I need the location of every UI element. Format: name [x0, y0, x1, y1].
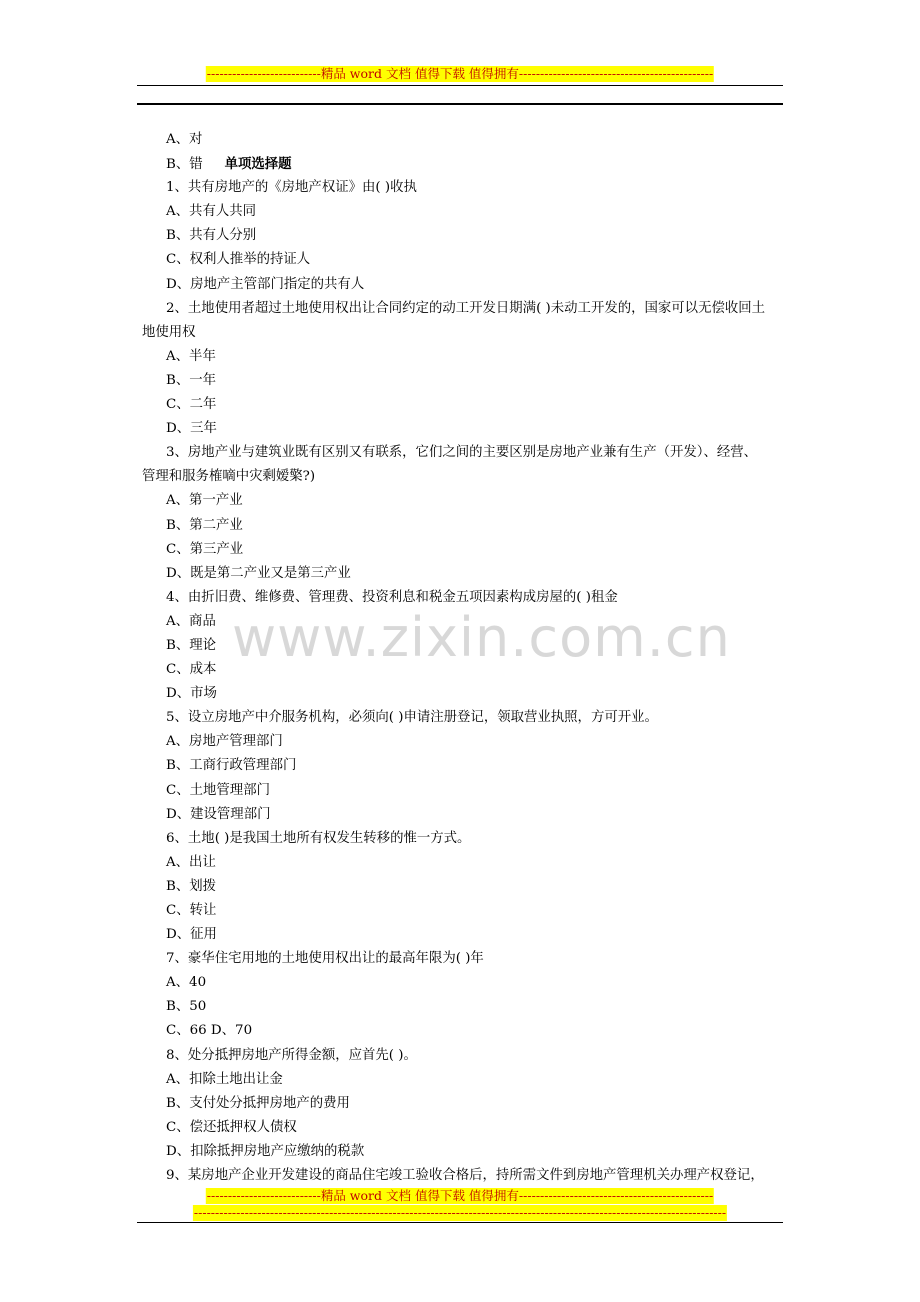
q1-option-b: B、共有人分别: [166, 228, 257, 244]
question-7: 7、豪华住宅用地的土地使用权出让的最高年限为( )年: [166, 951, 484, 967]
q7-option-c-d: C、66 D、70: [166, 1023, 253, 1039]
q3-option-d: D、既是第二产业又是第三产业: [166, 565, 351, 581]
q3-option-a: A、第一产业: [166, 493, 243, 509]
question-6: 6、土地( )是我国土地所有权发生转移的惟一方式。: [166, 830, 471, 846]
q8-option-b: B、支付处分抵押房地产的费用: [166, 1095, 350, 1111]
q4-option-b: B、理论: [166, 637, 217, 653]
question-9: 9、某房地产企业开发建设的商品住宅竣工验收合格后，持所需文件到房地产管理机关办理产权登记，: [166, 1168, 764, 1184]
q7-option-a: A、40: [166, 975, 207, 991]
q4-option-c: C、成本: [166, 662, 217, 678]
q6-option-c: C、转让: [166, 903, 217, 918]
option-b-label: B、错: [166, 157, 203, 173]
q2-option-b: B、一年: [166, 372, 217, 388]
q5-option-d: D、建设管理部门: [166, 806, 271, 822]
q5-option-a: A、房地产管理部门: [166, 734, 283, 750]
q4-option-a: A、商品: [166, 613, 216, 629]
q1-option-a: A、共有人共同: [166, 204, 257, 220]
q2-option-c: C、二年: [166, 397, 217, 413]
question-8: 8、处分抵押房地产所得金额，应首先( )。: [166, 1047, 417, 1063]
question-2-line1: 2、土地使用者超过土地使用权出让合同约定的动工开发日期满( )未动工开发的，国家可以无偿收回土: [166, 300, 766, 316]
option-a-true: A、对: [166, 132, 203, 147]
q8-option-c: C、偿还抵押权人债权: [166, 1119, 297, 1135]
q2-option-a: A、半年: [166, 348, 216, 364]
q4-option-d: D、市场: [166, 686, 217, 702]
question-3-line1: 3、房地产业与建筑业既有区别又有联系，它们之间的主要区别是房地产业兼有生产（开发）、经营、: [166, 445, 758, 461]
q1-option-d: D、房地产主管部门指定的共有人: [166, 276, 365, 292]
q8-option-d: D、扣除抵押房地产应缴纳的税款: [166, 1143, 365, 1159]
footer-banner-dashes: ------------------------------------------------------------------------------------------------------------------------------: [193, 1205, 727, 1220]
header-banner: ---------------------------精品 word 文档 值得下载 值得拥有----------------------------------------------: [206, 66, 714, 81]
question-2-line2: 地使用权: [142, 324, 196, 340]
watermark: www.zixin.com.cn: [232, 606, 731, 669]
section-heading: 单项选择题: [224, 156, 292, 173]
q1-option-c: C、权利人推举的持证人: [166, 252, 311, 268]
q3-option-b: B、第二产业: [166, 517, 243, 533]
q2-option-d: D、三年: [166, 421, 217, 437]
header-rule-thin: [137, 85, 783, 86]
q5-option-b: B、工商行政管理部门: [166, 758, 297, 774]
question-4: 4、由折旧费、维修费、管理费、投资利息和税金五项因素构成房屋的( )租金: [166, 589, 618, 605]
q7-option-b: B、50: [166, 999, 207, 1015]
q6-option-d: D、征用: [166, 927, 217, 943]
q5-option-c: C、土地管理部门: [166, 782, 270, 798]
q6-option-b: B、划拨: [166, 878, 217, 894]
document-body: [142, 128, 784, 1188]
q8-option-a: A、扣除土地出让金: [166, 1071, 283, 1087]
option-b-false: [142, 152, 784, 176]
q3-option-c: C、第三产业: [166, 541, 244, 557]
header-rule-thick: [137, 103, 783, 105]
q6-option-a: A、出让: [166, 854, 216, 870]
question-5: 5、设立房地产中介服务机构，必须向( )申请注册登记，领取营业执照，方可开业。: [166, 710, 658, 726]
footer-banner: ---------------------------精品 word 文档 值得下载 值得拥有----------------------------------------------: [206, 1188, 714, 1203]
question-1: 1、共有房地产的《房地产权证》由( )收执: [166, 180, 417, 196]
question-3-line2: 管理和服务榷嘀中灾剩嫒檠?): [142, 469, 316, 485]
footer-rule: [137, 1222, 783, 1223]
